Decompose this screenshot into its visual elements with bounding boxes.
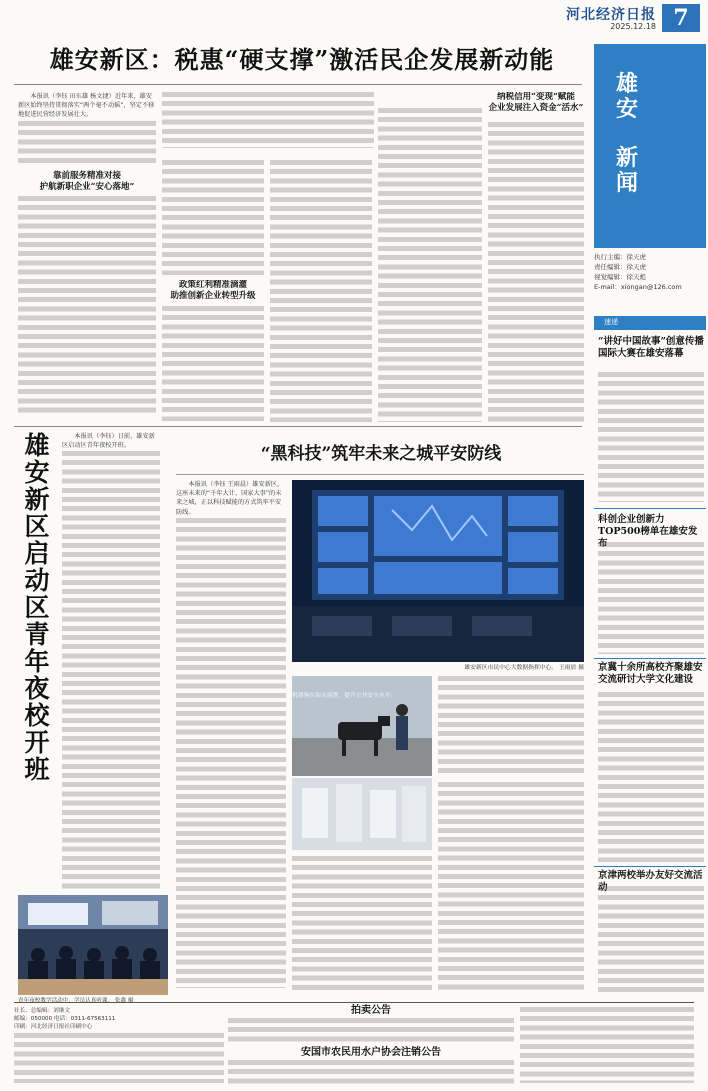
cancellation-notice-title: 安国市农民用水户协会注销公告 (301, 1047, 441, 1058)
brief-divider (594, 508, 706, 509)
credit-line: 执行主编：徐天虎 (594, 253, 646, 261)
page-footer (14, 1002, 694, 1088)
lead-subhead-1: 靠前服务精准对接 (52, 170, 121, 181)
youth-school-caption: 青年夜校教学活动中，学员认真听课。 张鑫 摄 (18, 998, 134, 1004)
headline-divider (14, 84, 582, 85)
youth-school-photo (18, 895, 168, 995)
patrol-photo (292, 778, 432, 850)
footer-info-line: 印刷：河北经济日报社印刷中心 (14, 1024, 93, 1030)
brief-title-2: 科创企业创新力TOP500榜单在雄安发布 (598, 514, 698, 549)
lead-column-5 (488, 122, 584, 422)
credit-line: E-mail：xiongan@126.com (594, 283, 682, 291)
section-divider (14, 426, 582, 427)
auction-notice-title: 拍卖公告 (351, 1005, 391, 1016)
section-title-1: 雄安 (616, 71, 639, 122)
section-banner (594, 44, 706, 248)
lead-column-2-top (162, 92, 374, 148)
auction-notice (228, 1007, 514, 1084)
footer-side (520, 1007, 694, 1083)
command-center-photo (292, 480, 584, 662)
security-column-2 (292, 856, 432, 990)
brief-title-1: “讲好中国故事”创意传播国际大赛在雄安落幕 (598, 336, 704, 359)
lead-subhead-2: 政策红利精准滴灌 (178, 280, 247, 290)
brief-title-4: 京津两校举办友好交流活动 (598, 870, 703, 893)
editor-credits (594, 252, 706, 292)
credit-line: 视觉编辑：徐天彪 (594, 273, 646, 281)
lead-subhead-2-box (162, 280, 264, 302)
section-title-2: 新闻 (616, 145, 639, 196)
brief-divider (594, 658, 706, 659)
security-column-1 (176, 480, 286, 990)
lead-column-2a (162, 160, 264, 275)
lead-column-3 (270, 160, 372, 422)
lead-subhead-3-box (378, 92, 482, 104)
news-brief-label: 速递 (604, 318, 618, 326)
lead-subhead-2b: 助推创新企业转型升级 (170, 291, 256, 301)
youth-school-title: 雄安新区启动区青年夜校开班 (24, 431, 50, 784)
credit-line: 责任编辑：徐天虎 (594, 263, 646, 271)
lead-subhead-3b: 企业发展注入资金“活水” (488, 103, 584, 113)
lead-subhead-3-wrap (488, 92, 584, 118)
brief-body-3 (598, 692, 704, 862)
lead-intro: 本报讯（李钰 田东雄 杨文捷）近年来，雄安新区始终坚持贯彻落实“两个毫不动摇”，坚定不移地促进民营经济发展壮大。 (18, 93, 155, 119)
page-headline: 雄安新区：税惠“硬支撑”激活民企发展新动能 (49, 45, 555, 74)
lead-column-4 (378, 108, 482, 422)
robot-dog-photo (292, 676, 432, 776)
youth-school-body (62, 432, 160, 890)
brief-body-4 (598, 886, 704, 996)
lead-subhead-3: 纳税信用“变现”赋能 (497, 92, 575, 102)
brief-body-2 (598, 542, 704, 654)
command-center-caption: 雄安新区市民中心大数据指挥中心。 王雨晨 摄 (464, 665, 584, 671)
news-brief-tag (594, 316, 706, 330)
security-column-3 (438, 782, 584, 990)
newspaper-brand: 河北经济日报 (566, 7, 656, 23)
lead-column-1 (18, 92, 156, 417)
security-column-2-top (438, 676, 584, 776)
page-number: 7 (662, 4, 700, 32)
lead-subhead-1b: 护航新职企业“安心落地” (39, 181, 135, 192)
brief-body-1 (598, 372, 704, 502)
issue-date: 2025.12.18 (610, 22, 656, 31)
masthead (0, 0, 708, 36)
brief-title-3: 京冀十余所高校齐聚雄安交流研讨大学文化建设 (598, 662, 703, 685)
security-title-rule (176, 474, 584, 475)
brief-divider (594, 866, 706, 867)
lead-column-2b (162, 306, 264, 421)
footer-info-line: 邮编：050000 电话：0311-67563111 (14, 1016, 116, 1022)
footer-info (14, 1007, 224, 1083)
footer-info-line: 社长、总编辑：刘继文 (14, 1008, 70, 1014)
security-article-title: “黑科技”筑牢未来之城平安防线 (260, 444, 502, 464)
robot-dog-caption: 机器狗在街头巡逻，提升公共安全水平。 (292, 693, 397, 699)
security-intro: 本报讯（李钰 王雨晨）雄安新区，这座未来的“千年大计、国家大事”的未来之城，正以科技赋能的方式筑牢平安防线。 (176, 481, 284, 516)
youth-school-intro: 本报讯（李钰）日前，雄安新区启动区青年夜校开班。 (62, 433, 155, 450)
